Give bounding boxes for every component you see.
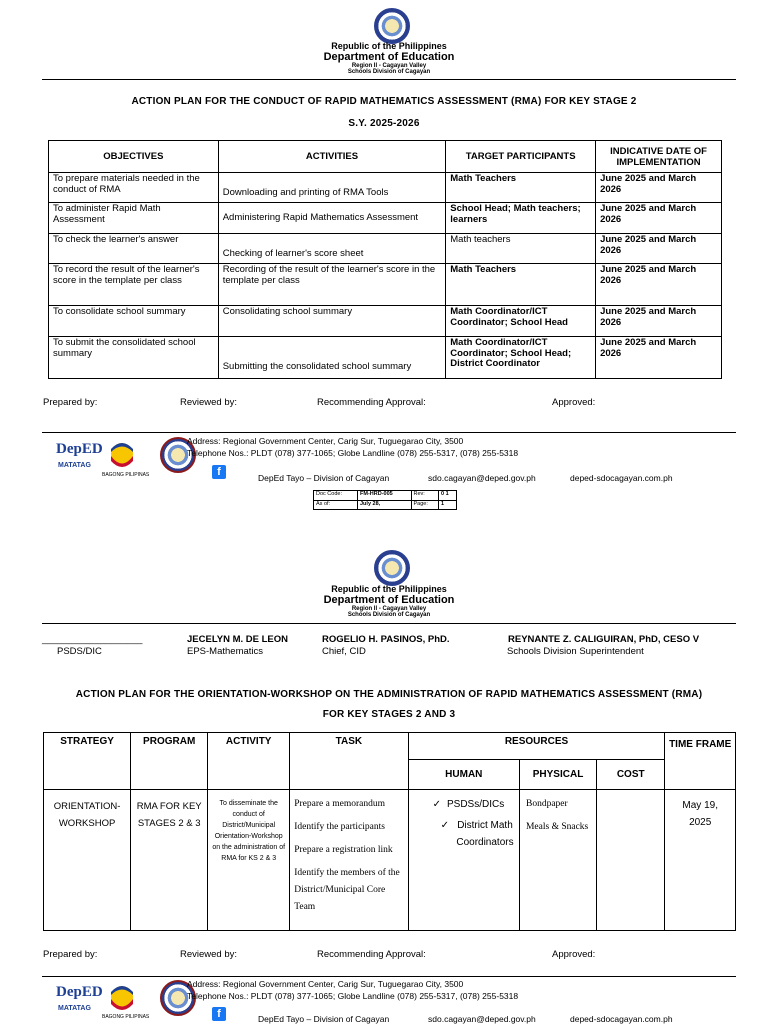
asof-value: July 28, — [358, 500, 412, 510]
facebook-icon[interactable]: f — [212, 465, 226, 479]
cost-cell — [597, 790, 665, 931]
plan1-title: ACTION PLAN FOR THE CONDUCT OF RAPID MATHEMATICS ASSESSMENT (RMA) FOR KEY STAGE 2 — [131, 96, 637, 107]
reviewed-by-label: Reviewed by: — [180, 397, 238, 408]
physical-cell — [519, 790, 596, 931]
region-text: Region II - Cagayan Valley — [351, 606, 427, 612]
objective-cell: To administer Rapid Math Assessment — [49, 203, 219, 234]
footer-website[interactable]: deped-sdocagayan.com.ph — [570, 1014, 673, 1024]
col-strategy: STRATEGY — [44, 733, 131, 790]
physical-item: Bondpaper — [525, 799, 568, 809]
plan1-table — [48, 140, 722, 379]
physical-item: Meals & Snacks — [525, 822, 589, 832]
participants-cell: Math teachers — [446, 234, 596, 264]
date-cell: June 2025 and March 2026 — [596, 337, 722, 379]
signer-name-1: JECELYN M. DE LEON — [187, 634, 289, 645]
col-resources: RESOURCES — [408, 733, 665, 760]
date-cell: June 2025 and March 2026 — [596, 173, 722, 203]
date-cell: June 2025 and March 2026 — [596, 203, 722, 234]
page-label: Page: — [411, 500, 439, 510]
footer-website[interactable]: deped-sdocagayan.com.ph — [570, 473, 673, 483]
task-item: Identify the members of the District/Municipal Core Team — [294, 868, 400, 912]
doc-code-value: FM-HRD-005 — [358, 491, 412, 501]
plan2-table — [43, 732, 736, 931]
rev-label: Rev: — [411, 491, 439, 501]
signer-position-3: Schools Division Superintendent — [507, 646, 644, 657]
plan1-school-year: S.Y. 2025-2026 — [348, 118, 420, 129]
objective-cell: To record the result of the learner's score in the template per class — [49, 264, 219, 306]
task-item: Prepare a memorandum — [294, 799, 385, 809]
footer-email[interactable]: sdo.cagayan@deped.gov.ph — [428, 473, 536, 483]
reviewed-by-label: Reviewed by: — [180, 949, 238, 960]
prepared-by-label: Prepared by: — [43, 397, 98, 408]
deped-logo: DepED — [56, 984, 103, 1000]
division-text: Schools Division of Cagayan — [347, 69, 431, 75]
header-divider — [42, 79, 736, 80]
signer-position-1: EPS-Mathematics — [187, 646, 264, 657]
republic-text: Republic of the Philippines — [331, 41, 447, 51]
signature-blank: ___________________ — [42, 634, 143, 645]
task-cell — [290, 790, 408, 931]
bagong-pilipinas-icon — [104, 984, 140, 1014]
matatag-logo: MATATAG — [58, 1005, 91, 1012]
footer-email[interactable]: sdo.cagayan@deped.gov.ph — [428, 1014, 536, 1024]
header-divider — [42, 623, 736, 624]
activity-cell: Administering Rapid Mathematics Assessment — [218, 203, 446, 234]
signer-position-2: Chief, CID — [322, 646, 366, 657]
participants-cell: Math Coordinator/ICT Coordinator; School Head — [446, 306, 596, 337]
table-row — [49, 337, 722, 379]
footer-telephone: Telephone Nos.: PLDT (078) 377-1065; Globe Landline (078) 255-5317, (078) 255-5318 — [187, 448, 519, 458]
col-time-frame: TIME FRAME — [665, 733, 736, 790]
table-row — [49, 306, 722, 337]
human-item: ✓ PSDSs/DICs — [432, 799, 505, 810]
participants-cell: Math Teachers — [446, 173, 596, 203]
region-text: Region II - Cagayan Valley — [351, 63, 427, 69]
asof-label: As of: — [314, 500, 358, 510]
participants-cell: School Head; Math teachers; learners — [446, 203, 596, 234]
page-value: 1 — [439, 500, 457, 510]
recommending-approval-label: Recommending Approval: — [317, 949, 426, 960]
human-cell — [408, 790, 519, 931]
footer-address: Address: Regional Government Center, Carig Sur, Tuguegarao City, 3500 — [187, 436, 464, 446]
check-icon: ✓ — [432, 799, 441, 810]
table-row — [49, 173, 722, 203]
facebook-icon[interactable]: f — [212, 1007, 226, 1021]
col-cost: COST — [597, 760, 665, 790]
signer-psds-position: PSDS/DIC — [57, 646, 102, 657]
plan2-title-line1: ACTION PLAN FOR THE ORIENTATION-WORKSHOP ON THE ADMINISTRATION OF RAPID MATHEMATICS ASSESSMENT (RMA) — [75, 689, 703, 700]
table-row — [49, 264, 722, 306]
date-cell: June 2025 and March 2026 — [596, 234, 722, 264]
objective-cell: To consolidate school summary — [49, 306, 219, 337]
strategy-cell: ORIENTATION-WORKSHOP — [44, 790, 131, 931]
activity-cell: Checking of learner's score sheet — [218, 234, 446, 264]
matatag-logo: MATATAG — [58, 462, 91, 469]
footer-divider — [42, 976, 736, 977]
col-task: TASK — [290, 733, 408, 790]
department-title: Department of Education — [323, 594, 455, 606]
footer-divider — [42, 432, 736, 433]
col-physical: PHYSICAL — [519, 760, 596, 790]
col-program: PROGRAM — [131, 733, 208, 790]
objective-cell: To check the learner's answer — [49, 234, 219, 264]
bagong-pilipinas-icon — [104, 441, 140, 471]
col-indicative-date: INDICATIVE DATE OF IMPLEMENTATION — [596, 141, 722, 173]
activity-cell: Submitting the consolidated school summary — [218, 337, 446, 379]
table-row — [49, 203, 722, 234]
footer-facebook[interactable]: DepEd Tayo – Division of Cagayan — [258, 1014, 390, 1024]
date-cell: June 2025 and March 2026 — [596, 306, 722, 337]
signer-name-3: REYNANTE Z. CALIGUIRAN, PhD, CESO V — [508, 634, 700, 645]
plan2-title-line2: FOR KEY STAGES 2 AND 3 — [322, 709, 456, 720]
division-text: Schools Division of Cagayan — [347, 612, 431, 618]
footer-address: Address: Regional Government Center, Carig Sur, Tuguegarao City, 3500 — [187, 979, 464, 989]
col-activities: ACTIVITIES — [218, 141, 446, 173]
participants-cell: Math Teachers — [446, 264, 596, 306]
col-target-participants: TARGET PARTICIPANTS — [446, 141, 596, 173]
activity-cell: Consolidating school summary — [218, 306, 446, 337]
doc-code-label: Doc Code: — [314, 491, 358, 501]
approved-label: Approved: — [552, 949, 596, 960]
time-frame-cell: May 19, 2025 — [665, 790, 736, 931]
check-icon: ✓ — [440, 820, 449, 831]
human-item: ✓ District Math Coordinators — [413, 817, 515, 851]
footer-telephone: Telephone Nos.: PLDT (078) 377-1065; Globe Landline (078) 255-5317, (078) 255-5318 — [187, 991, 519, 1001]
col-human: HUMAN — [408, 760, 519, 790]
program-cell: RMA FOR KEY STAGES 2 & 3 — [131, 790, 208, 931]
deped-seal-icon — [374, 8, 410, 44]
activity-cell: Downloading and printing of RMA Tools — [218, 173, 446, 203]
recommending-approval-label: Recommending Approval: — [317, 397, 426, 408]
signer-name-2: ROGELIO H. PASINOS, PhD. — [322, 634, 450, 645]
doc-code-box — [313, 490, 457, 510]
department-title: Department of Education — [323, 51, 455, 63]
participants-cell: Math Coordinator/ICT Coordinator; School Head; District Coordinator — [446, 337, 596, 379]
deped-logo: DepED — [56, 441, 103, 457]
col-activity: ACTIVITY — [208, 733, 290, 790]
deped-seal-icon — [374, 550, 410, 586]
rev-value: 0 1 — [439, 491, 457, 501]
task-item: Identify the participants — [294, 822, 385, 832]
col-objectives: OBJECTIVES — [49, 141, 219, 173]
approved-label: Approved: — [552, 397, 596, 408]
activity-cell: To disseminate the conduct of District/Municipal Orientation-Workshop on the administration of RMA for KS 2 & 3 — [208, 790, 290, 931]
bagong-pilipinas-text: BAGONG PILIPINAS — [102, 472, 150, 478]
objective-cell: To prepare materials needed in the conduct of RMA — [49, 173, 219, 203]
republic-text: Republic of the Philippines — [331, 584, 447, 594]
activity-cell: Recording of the result of the learner's score in the template per class — [218, 264, 446, 306]
bagong-pilipinas-text: BAGONG PILIPINAS — [102, 1014, 150, 1020]
prepared-by-label: Prepared by: — [43, 949, 98, 960]
date-cell: June 2025 and March 2026 — [596, 264, 722, 306]
table-row — [49, 234, 722, 264]
objective-cell: To submit the consolidated school summary — [49, 337, 219, 379]
footer-facebook[interactable]: DepEd Tayo – Division of Cagayan — [258, 473, 390, 483]
table-row — [44, 790, 736, 931]
task-item: Prepare a registration link — [294, 845, 393, 855]
